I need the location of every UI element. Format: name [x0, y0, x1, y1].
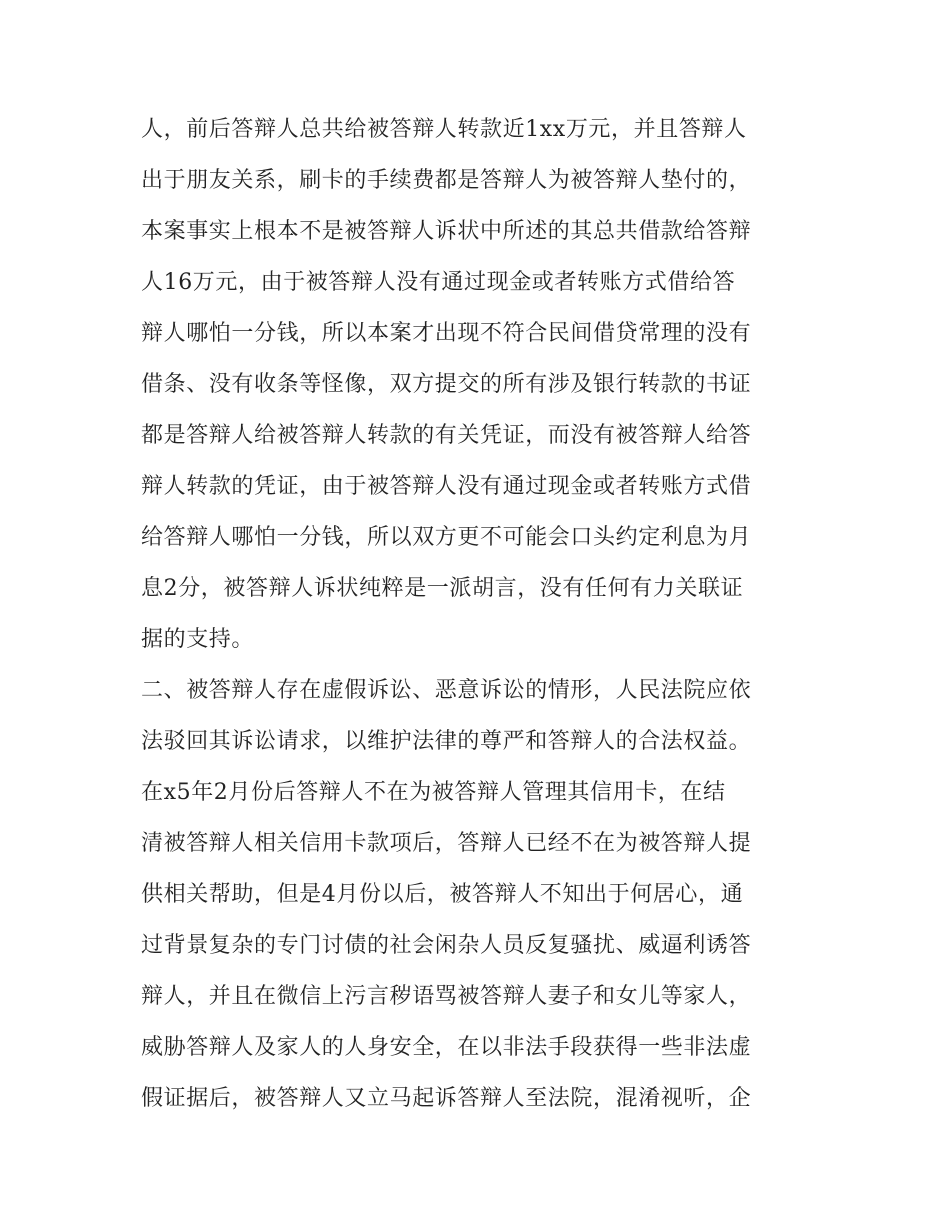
text-line-16: 供相关帮助，但是4月份以后，被答辩人不知出于何居心，通	[141, 882, 744, 907]
text-line-11: 据的支持。	[141, 627, 255, 652]
text-line-20: 假证据后，被答辩人又立马起诉答辩人至法院，混淆视听，企	[141, 1086, 752, 1111]
text-line-19: 威胁答辩人及家人的人身安全，在以非法手段获得一些非法虚	[141, 1035, 752, 1060]
section-heading-2-line-1: 二、被答辩人存在虚假诉讼、恶意诉讼的情形，人民法院应依	[141, 678, 752, 703]
text-line-14: 在x5年2月份后答辩人不在为被答辩人管理其信用卡，在结	[141, 780, 726, 805]
text-line-10: 息2分，被答辩人诉状纯粹是一派胡言，没有任何有力关联证	[141, 576, 744, 601]
text-line-2: 出于朋友关系，刷卡的手续费都是答辩人为被答辩人垫付的，	[141, 168, 752, 193]
text-line-9: 给答辩人哪怕一分钱，所以双方更不可能会口头约定利息为月	[141, 525, 752, 550]
text-line-5: 辩人哪怕一分钱，所以本案才出现不符合民间借贷常理的没有	[141, 321, 752, 346]
text-line-15: 清被答辩人相关信用卡款项后，答辩人已经不在为被答辩人提	[141, 831, 752, 856]
text-line-4: 人16万元，由于被答辩人没有通过现金或者转账方式借给答	[141, 270, 736, 295]
text-line-8: 辩人转款的凭证，由于被答辩人没有通过现金或者转账方式借	[141, 474, 752, 499]
body-text	[141, 104, 821, 1124]
text-line-7: 都是答辩人给被答辩人转款的有关凭证，而没有被答辩人给答	[141, 423, 752, 448]
text-line-1: 人，前后答辩人总共给被答辩人转款近1xx万元，并且答辩人	[141, 117, 747, 142]
text-line-6: 借条、没有收条等怪像，双方提交的所有涉及银行转款的书证	[141, 372, 752, 397]
text-line-17: 过背景复杂的专门讨债的社会闲杂人员反复骚扰、威逼利诱答	[141, 933, 752, 958]
section-heading-2-line-2: 法驳回其诉讼请求，以维护法律的尊严和答辩人的合法权益。	[141, 729, 752, 754]
text-line-18: 辩人，并且在微信上污言秽语骂被答辩人妻子和女儿等家人，	[141, 984, 752, 1009]
text-line-3: 本案事实上根本不是被答辩人诉状中所述的其总共借款给答辩	[141, 219, 752, 244]
